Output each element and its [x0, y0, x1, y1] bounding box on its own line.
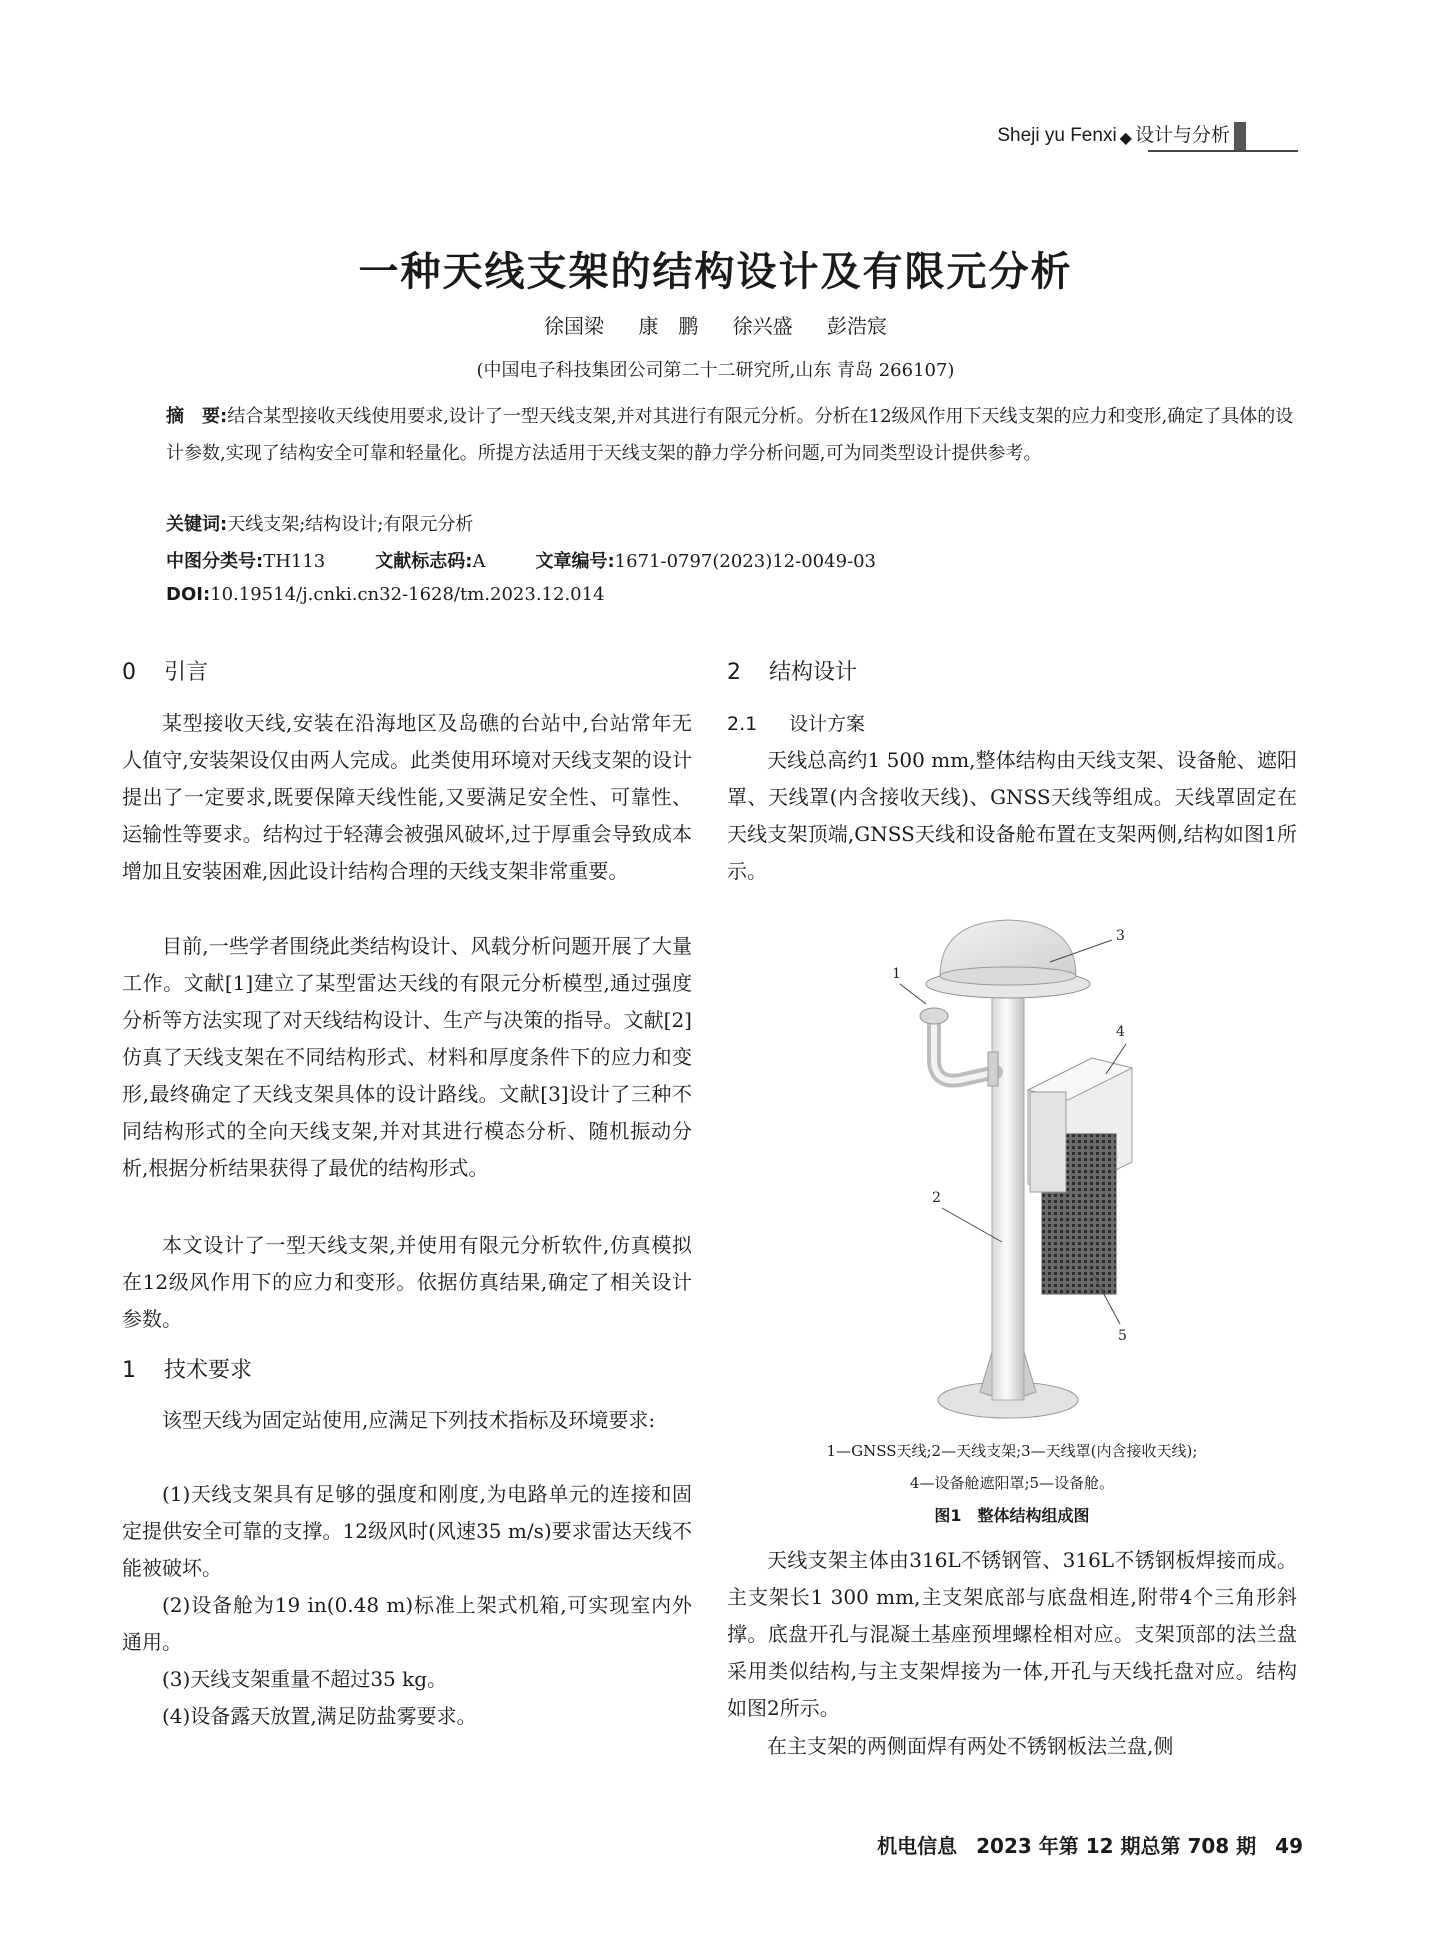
abstract-text: 结合某型接收天线使用要求,设计了一型天线支架,并对其进行有限元分析。分析在12级风作用下天线支架的应力和变形,确定了具体的设计参数,实现了结构安全可靠和轻量化。所提方法适用于天线支架的静力学分析问题,可为同类型设计提供参考。 — [166, 406, 1294, 464]
intro-paragraph-3: 本文设计了一型天线支架,并使用有限元分析软件,仿真模拟在12级风作用下的应力和变形。依据仿真结果,确定了相关设计参数。 — [122, 1233, 692, 1331]
base-gusset — [1024, 1352, 1036, 1396]
keywords — [166, 510, 1302, 536]
journal-name: 机电信息 — [877, 1834, 958, 1858]
requirements-intro: 该型天线为固定站使用,应满足下列技术指标及环境要求: — [162, 1408, 656, 1432]
running-header — [997, 114, 1246, 152]
page-number: 49 — [1275, 1834, 1303, 1858]
subsection-heading-2-1: 2.1 设计方案 — [727, 713, 866, 735]
classification-line — [166, 547, 1302, 573]
design-paragraph-1: 天线总高约1 500 mm,整体结构由天线支架、设备舱、遮阳罩、天线罩(内含接收天线)、GNSS天线等组成。天线罩固定在天线支架顶端,GNSS天线和设备舱布置在支架两侧,结构如图1所示。 — [727, 748, 1297, 883]
affiliation: (中国电子科技集团公司第二十二研究所,山东 青岛 266107) — [476, 360, 955, 381]
clc-code: 中图分类号:TH113 — [166, 551, 326, 572]
running-header-pinyin: Sheji yu Fenxi — [997, 125, 1117, 146]
author: 彭浩宸 — [827, 314, 888, 338]
doi-text: 10.19514/j.cnki.cn32-1628/tm.2023.12.014 — [210, 584, 605, 605]
figure-callout-5: 5 — [1118, 1328, 1127, 1344]
figure-callout-3: 3 — [1116, 928, 1125, 944]
intro-paragraph-2: 目前,一些学者围绕此类结构设计、风载分析问题开展了大量工作。文献[1]建立了某型雷达天线的有限元分析模型,通过强度分析等方法实现了对天线结构设计、生产与决策的指导。文献[2]仿真了天线支架在不同结构形式、材料和厚度条件下的应力和变形,最终确定了天线支架具体的设计路线。文献[3]设计了三种不同结构形式的全向天线支架,并对其进行模态分析、随机振动分析,根据分析结果获得了最优的结构形式。 — [122, 934, 692, 1180]
page-footer — [865, 1830, 1303, 1859]
design-paragraph-2: 天线支架主体由316L不锈钢管、316L不锈钢板焊接而成。主支架长1 300 mm,主支架底部与底盘相连,附带4个三角形斜撑。底盘开孔与混凝土基座预埋螺栓相对应。支架顶部的法兰盘采用类似结构,与主支架焊接为一体,开孔与天线托盘对应。结构如图2所示。 — [727, 1548, 1297, 1720]
requirement-1: (1)天线支架具有足够的强度和刚度,为电路单元的连接和固定提供安全可靠的支撑。12级风时(风速35 m/s)要求雷达天线不能被破坏。 — [122, 1482, 692, 1580]
figure-callout-4: 4 — [1116, 1024, 1125, 1040]
doi-label: DOI: — [166, 584, 211, 605]
abstract-label: 摘 要: — [166, 406, 228, 427]
author: 徐兴盛 — [732, 314, 793, 338]
requirement-4: (4)设备露天放置,满足防盐雾要求。 — [162, 1704, 477, 1728]
keywords-label: 关键词: — [166, 514, 228, 535]
authors — [0, 310, 1431, 339]
author: 徐国梁 — [543, 314, 604, 338]
intro-paragraph-1: 某型接收天线,安装在沿海地区及岛礁的台站中,台站常年无人值守,安装架设仅由两人完成。此类使用环境对天线支架的设计提出了一定要求,既要保障天线性能,又要满足安全性、可靠性、运输性等要求。结构过于轻薄会被强风破坏,过于厚重会导致成本增加且安装困难,因此设计结构合理的天线支架非常重要。 — [122, 711, 692, 883]
figure-1-antenna-structure — [880, 912, 1240, 1432]
diamond-icon: ◆ — [1119, 128, 1132, 147]
figure-title: 图1 整体结构组成图 — [934, 1506, 1090, 1525]
section-heading-0: 0 引言 — [122, 660, 209, 685]
design-paragraph-3: 在主支架的两侧面焊有两处不锈钢板法兰盘,侧 — [767, 1734, 1174, 1758]
author: 康 鹏 — [638, 314, 699, 338]
issue-info: 2023 年第 12 期总第 708 期 — [976, 1834, 1257, 1858]
header-bar-decoration — [1234, 122, 1246, 152]
figure-callout-1: 1 — [892, 966, 901, 982]
document-code: 文献标志码:A — [375, 551, 486, 572]
paper-title: 一种天线支架的结构设计及有限元分析 — [358, 249, 1073, 295]
requirement-3: (3)天线支架重量不超过35 kg。 — [162, 1667, 448, 1691]
article-number: 文章编号:1671-0797(2023)12-0049-03 — [535, 551, 877, 572]
base-gusset — [980, 1352, 992, 1396]
section-heading-2: 2 结构设计 — [727, 660, 858, 685]
keywords-text: 天线支架;结构设计;有限元分析 — [227, 514, 474, 535]
section-heading-1: 1 技术要求 — [122, 1358, 253, 1383]
header-underline — [1148, 150, 1298, 152]
doi — [166, 584, 1302, 605]
figure-caption-line-2: 4—设备舱遮阳罩;5—设备舱。 — [909, 1474, 1115, 1492]
requirement-2: (2)设备舱为19 in(0.48 m)标准上架式机箱,可实现室内外通用。 — [122, 1593, 692, 1654]
main-pole — [992, 982, 1024, 1400]
running-header-section: 设计与分析 — [1134, 125, 1230, 146]
figure-callout-2: 2 — [932, 1190, 941, 1206]
abstract — [166, 398, 1302, 472]
gnss-antenna — [920, 1008, 948, 1024]
figure-caption-line-1: 1—GNSS天线;2—天线支架;3—天线罩(内含接收天线); — [826, 1442, 1198, 1460]
